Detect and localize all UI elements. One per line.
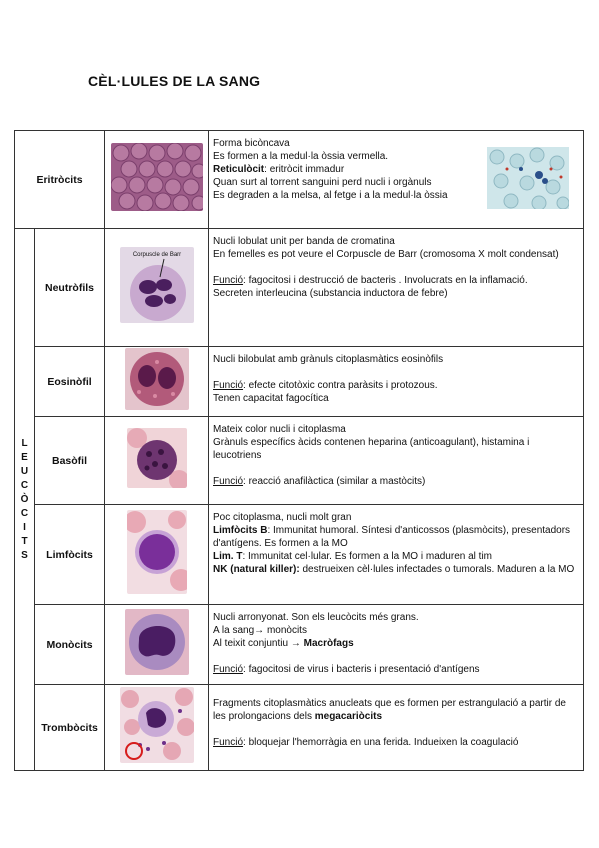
blood-cells-table bbox=[14, 130, 584, 771]
monocits-line-1: Nucli arronyonat. Son els leucòcits més grans. bbox=[213, 612, 419, 623]
leucocits-letter: C bbox=[20, 507, 29, 519]
eosinofil-funcio: : efecte citotòxic contra paràsits i protozous. bbox=[243, 380, 438, 391]
limfocits-micrograph bbox=[127, 510, 187, 594]
leucocits-letter: Ò bbox=[20, 493, 29, 505]
trombocits-funcio: : bloquejar l'hemorràgia en una ferida. Indueixen la coagulació bbox=[243, 737, 519, 748]
eritrocits-line-4: Quan surt al torrent sanguini perd nucli i orgànuls bbox=[213, 177, 432, 188]
basofil-funcio: : reacció anafilàctica (similar a mastòcits) bbox=[243, 476, 426, 487]
monocits-line-3 bbox=[213, 637, 577, 650]
eritrocits-line-2: Es formen a la medul·la òssia vermella. bbox=[213, 151, 389, 162]
limfocits-image-cell bbox=[105, 505, 209, 605]
limfocits-line-3 bbox=[213, 550, 577, 563]
eritrocits-description bbox=[209, 131, 584, 229]
monocits-description bbox=[209, 605, 584, 685]
trombocits-line-1 bbox=[213, 697, 577, 723]
eritrocits-line-5: Es degraden a la melsa, al fetge i a la medul·la òssia bbox=[213, 190, 448, 201]
trombocits-label: Trombòcits bbox=[35, 685, 105, 771]
eosinofil-label: Eosinòfil bbox=[35, 347, 105, 417]
eosinofil-line-3: Tenen capacitat fagocítica bbox=[213, 393, 329, 404]
neutrofils-image-cell bbox=[105, 229, 209, 347]
neutrofils-line-2: En femelles es pot veure el Corpuscle de Barr (cromosoma X molt condensat) bbox=[213, 249, 559, 260]
monocits-image-cell bbox=[105, 605, 209, 685]
leucocits-letter: L bbox=[21, 437, 28, 449]
nk-term: NK (natural killer): bbox=[213, 564, 300, 575]
monocits-label: Monòcits bbox=[35, 605, 105, 685]
leucocits-letter: E bbox=[21, 451, 28, 463]
limfocits-b-term: Limfòcits B bbox=[213, 525, 268, 536]
limfocits-description bbox=[209, 505, 584, 605]
basofil-image-cell bbox=[105, 417, 209, 505]
funcio-label: Funció bbox=[213, 275, 244, 286]
arrow-icon: → bbox=[290, 638, 301, 649]
eosinofil-image-cell bbox=[105, 347, 209, 417]
row-neutrofils bbox=[15, 229, 584, 347]
eritrocits-label: Eritròcits bbox=[15, 131, 105, 229]
row-trombocits bbox=[15, 685, 584, 771]
neutrofils-label: Neutròfils bbox=[35, 229, 105, 347]
eritrocits-image-cell bbox=[105, 131, 209, 229]
basofil-line-1: Mateix color nucli i citoplasma bbox=[213, 424, 346, 435]
row-eritrocits bbox=[15, 131, 584, 229]
monocits-sang-result: monòcits bbox=[264, 625, 307, 636]
basofil-line-3 bbox=[213, 475, 577, 488]
eosinofil-description bbox=[209, 347, 584, 417]
megacariocits-term: megacariòcits bbox=[314, 711, 383, 722]
trombocits-line-2 bbox=[213, 736, 577, 749]
leucocits-letter: S bbox=[21, 549, 28, 561]
basofil-label: Basòfil bbox=[35, 417, 105, 505]
monocits-micrograph bbox=[125, 609, 189, 675]
macrofags-term: Macròfags bbox=[300, 638, 354, 649]
corpuscle-de-barr-caption: Corpuscle de Barr bbox=[132, 252, 181, 258]
basofil-micrograph bbox=[127, 428, 187, 488]
trombocits-description bbox=[209, 685, 584, 771]
monocits-sang: A la sang bbox=[213, 625, 255, 636]
reticulocit-micrograph bbox=[487, 147, 569, 209]
eosinofil-line-1: Nucli bilobulat amb grànuls citoplasmàtics eosinòfils bbox=[213, 354, 444, 365]
limfocits-label: Limfòcits bbox=[35, 505, 105, 605]
neutrofils-line-1: Nucli lobulat unit per banda de cromatina bbox=[213, 236, 395, 247]
neutrofils-line-4: Secreten interleucina (substancia inductora de febre) bbox=[213, 288, 448, 299]
limfocits-t-desc: : Immunitat cel·lular. Es formen a la MO i maduren al tim bbox=[242, 551, 492, 562]
eritrocits-micrograph bbox=[111, 143, 203, 211]
arrow-icon: → bbox=[254, 625, 265, 636]
funcio-label: Funció bbox=[213, 737, 244, 748]
eritrocits-line-1: Forma bicòncava bbox=[213, 138, 290, 149]
leucocits-letter: U bbox=[20, 465, 29, 477]
monocits-teixit: Al teixit conjuntiu bbox=[213, 638, 291, 649]
row-limfocits bbox=[15, 505, 584, 605]
row-monocits bbox=[15, 605, 584, 685]
funcio-label: Funció bbox=[213, 476, 244, 487]
limfocits-line-4 bbox=[213, 563, 577, 576]
reticulocit-term: Reticulòcit bbox=[213, 164, 265, 175]
trombocits-image-cell bbox=[105, 685, 209, 771]
neutrofils-line-3 bbox=[213, 274, 577, 287]
basofil-description bbox=[209, 417, 584, 505]
leucocits-letter: C bbox=[20, 479, 29, 491]
neutrofils-description bbox=[209, 229, 584, 347]
leucocits-vertical-label bbox=[15, 229, 35, 771]
leucocits-letter: T bbox=[21, 535, 28, 547]
eosinofil-micrograph bbox=[125, 348, 189, 410]
trombocits-micrograph bbox=[120, 687, 194, 763]
limfocits-b-desc: : Immunitat humoral. Síntesi d'anticossos (plasmòcits), presentadors d'antígens. Es formen a la MO bbox=[213, 525, 571, 549]
limfocits-line-1: Poc citoplasma, nucli molt gran bbox=[213, 512, 352, 523]
nk-desc: destrueixen cèl·lules infectades o tumorals. Maduren a la MO bbox=[299, 564, 575, 575]
eosinofil-line-2 bbox=[213, 379, 577, 392]
neutrofils-micrograph bbox=[120, 247, 194, 323]
page-title: CÈL·LULES DE LA SANG bbox=[88, 73, 261, 89]
limfocits-line-2 bbox=[213, 524, 577, 550]
leucocits-letter: I bbox=[23, 521, 26, 533]
monocits-line-2 bbox=[213, 624, 577, 637]
basofil-line-2: Grànuls específics àcids contenen heparina (anticoagulant), histamina i leucotriens bbox=[213, 437, 530, 461]
limfocits-t-term: Lim. T bbox=[213, 551, 243, 562]
reticulocit-definition: : eritròcit immadur bbox=[264, 164, 345, 175]
funcio-label: Funció bbox=[213, 380, 244, 391]
row-eosinofil bbox=[15, 347, 584, 417]
trombocits-desc: Fragments citoplasmàtics anucleats que es formen per estrangulació a partir de les prolongacions dels bbox=[213, 698, 566, 722]
row-basofil bbox=[15, 417, 584, 505]
neutrofils-funcio: : fagocitosi i destrucció de bacteris . Involucrats en la inflamació. bbox=[243, 275, 528, 286]
monocits-funcio: : fagocitosi de virus i bacteris i presentació d'antígens bbox=[243, 664, 480, 675]
monocits-line-4 bbox=[213, 663, 577, 676]
funcio-label: Funció bbox=[213, 664, 244, 675]
